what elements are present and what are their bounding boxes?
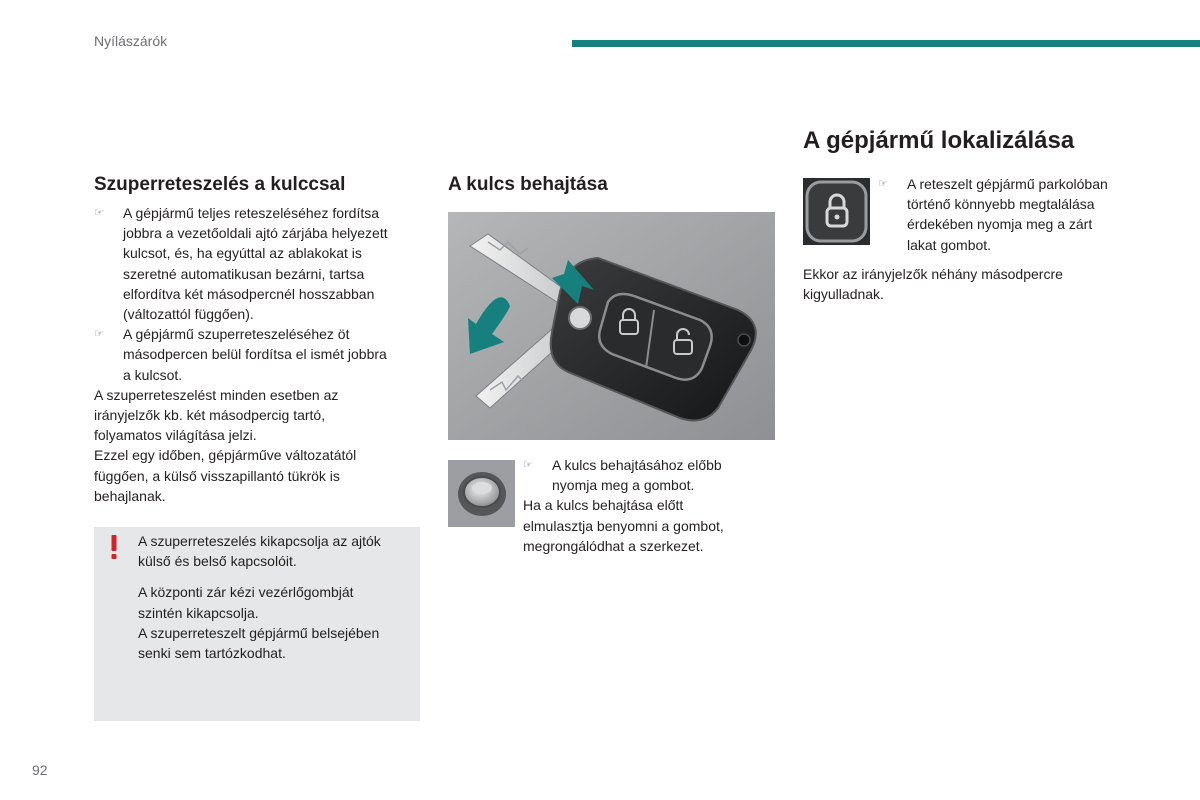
text-line: nyomja meg a gombot. — [552, 477, 695, 494]
superlock-body — [94, 385, 419, 506]
superlock-text — [94, 203, 419, 506]
text-line: behajlanak. — [94, 487, 166, 504]
text-line: a kulcsot. — [123, 366, 183, 383]
text-line: elmulasztja benyomni a gombot, — [523, 517, 724, 534]
text-line: A gépjármű teljes reteszeléséhez fordítsa — [123, 205, 380, 221]
text-line: megrongálódhat a szerkezet. — [523, 537, 704, 554]
text-line: folyamatos világítása jelzi. — [94, 427, 257, 444]
locate-body — [803, 264, 1138, 304]
warning-paragraph-2 — [138, 582, 414, 663]
text-line: A szuperreteszelt gépjármű belsejében — [138, 624, 380, 641]
text-line: A szuperreteszelést minden esetben az — [94, 386, 339, 403]
fold-key-bullet — [523, 455, 773, 495]
section-label: Nyílászárók — [94, 33, 168, 49]
text-line: lakat gombot. — [907, 236, 992, 253]
text-line: kulcsot, és, ha egyúttal az ablakokat is — [123, 245, 362, 262]
text-line: Ha a kulcs behajtása előtt — [523, 497, 684, 514]
text-line: kigyulladnak. — [803, 286, 884, 303]
text-line: senki sem tartózkodhat. — [138, 645, 286, 662]
text-line: szintén kikapcsolja. — [138, 604, 259, 621]
text-line: Ezzel egy időben, gépjárműve változatától — [94, 447, 357, 464]
fold-key-title: A kulcs behajtása — [448, 174, 608, 195]
warning-text — [138, 531, 414, 663]
superlock-bullet-1 — [94, 203, 419, 324]
locate-text — [878, 174, 1140, 255]
locate-bullet — [878, 174, 1140, 255]
text-line: függően, a külső visszapillantó tükrök is — [94, 467, 340, 484]
key-fold-illustration — [448, 212, 775, 440]
warning-paragraph-1 — [138, 531, 414, 571]
pointing-hand-icon — [878, 174, 888, 194]
superlock-bullet-2 — [94, 324, 419, 385]
text-line: A gépjármű szuperreteszeléséhez öt — [123, 326, 350, 343]
text-line: A szuperreteszelés kikapcsolja az ajtók — [138, 533, 381, 549]
pointing-hand-icon — [94, 203, 104, 223]
fold-key-body — [523, 495, 773, 556]
warning-box — [94, 527, 420, 721]
pointing-hand-icon — [94, 324, 104, 344]
page-number: 92 — [32, 762, 48, 778]
text-line: A kulcs behajtásához előbb — [552, 457, 722, 473]
text-line: irányjelzők kb. két másodpercig tartó, — [94, 407, 326, 424]
fold-key-text — [523, 455, 773, 556]
fold-button-thumbnail — [448, 460, 515, 527]
text-line: történő könnyebb megtalálása — [907, 196, 1095, 213]
text-line: szeretné automatikusan bezárni, tartsa — [123, 265, 365, 282]
text-line: A központi zár kézi vezérlőgombját — [138, 584, 354, 601]
superlock-title: Szuperreteszelés a kulccsal — [94, 174, 346, 195]
text-line: Ekkor az irányjelzők néhány másodpercre — [803, 266, 1063, 282]
text-line: külső és belső kapcsolóit. — [138, 553, 297, 570]
text-line: érdekében nyomja meg a zárt — [907, 216, 1093, 233]
text-line: (változattól függően). — [123, 306, 254, 323]
exclamation-icon — [109, 533, 119, 567]
section-accent-bar — [572, 40, 1200, 47]
text-line: elfordítva két másodpercnél hosszabban — [123, 285, 375, 302]
text-line: A reteszelt gépjármű parkolóban — [907, 176, 1108, 192]
lock-button-thumbnail — [803, 178, 870, 245]
text-line: másodpercen belül fordítsa el ismét jobbra — [123, 346, 387, 363]
locate-vehicle-title: A gépjármű lokalizálása — [803, 127, 1075, 154]
pointing-hand-icon — [523, 455, 533, 475]
text-line: jobbra a vezetőoldali ajtó zárjába helyezett — [123, 225, 388, 242]
